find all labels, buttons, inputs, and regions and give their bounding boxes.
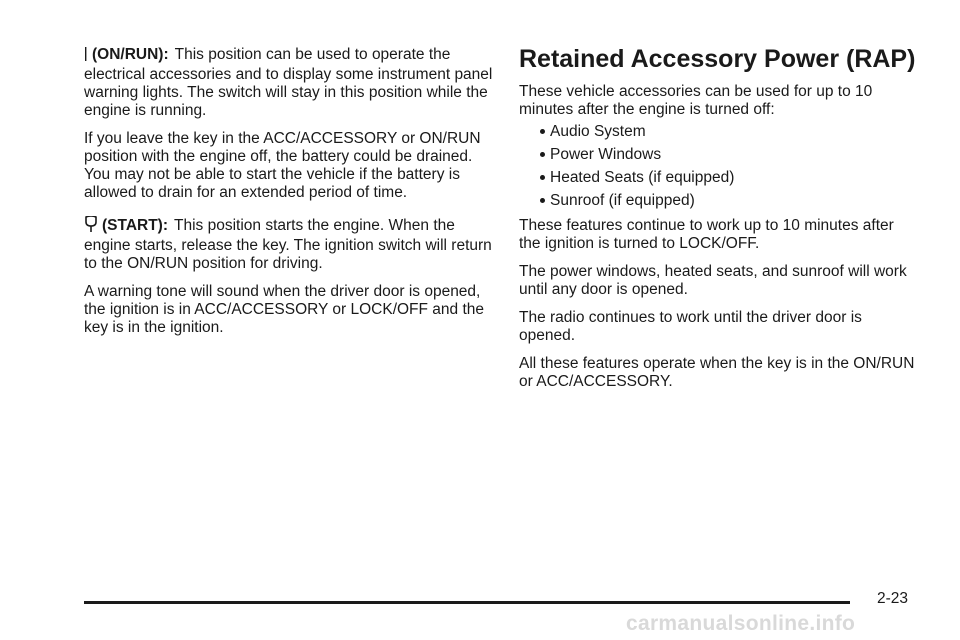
left-column [84,46,494,347]
bullet-icon [540,175,545,180]
list-item: Power Windows [519,146,919,164]
list-item: Audio System [519,123,919,141]
list-item: Sunroof (if equipped) [519,192,919,210]
leave-key-paragraph: If you leave the key in the ACC/ACCESSORY or ON/RUN position with the engine off, the battery could be drained. You may not be able to start the vehicle if the battery is allowed to drain for an extended period of time. [84,130,481,201]
ignition-on-icon [84,47,88,66]
on-run-paragraph [84,46,494,120]
rap-para-2: The power windows, heated seats, and sunroof will work until any door is opened. [519,263,907,298]
rap-para-1: These features continue to work up to 10 minutes after the ignition is turned to LOCK/OFF. [519,217,894,252]
on-run-text: This position can be used to operate the electrical accessories and to display some instrument panel warning lights. The switch will stay in this position while the engine is running. [84,46,493,119]
bullet-icon [540,198,545,203]
on-run-label: (ON/RUN): [92,46,169,63]
list-item: Heated Seats (if equipped) [519,169,919,187]
footer-rule [84,601,850,604]
ignition-start-icon [84,216,98,237]
start-label: (START): [102,217,168,234]
accessory-list [519,123,919,210]
page-number: 2-23 [877,590,909,607]
rap-para-3: The radio continues to work until the driver door is opened. [519,309,862,344]
start-paragraph [84,216,494,273]
start-text: This position starts the engine. When the engine starts, release the key. The ignition switch will return to the ON/RUN position for driving. [84,217,492,272]
rap-para-4: All these features operate when the key is in the ON/RUN or ACC/ACCESSORY. [519,355,915,390]
right-column [519,44,919,401]
warning-tone-paragraph: A warning tone will sound when the driver door is opened, the ignition is in ACC/ACCESSORY or LOCK/OFF and the key is in the ignition. [84,283,485,336]
bullet-icon [540,129,545,134]
section-heading: Retained Accessory Power (RAP) [519,45,916,73]
watermark: carmanualsonline.info [626,612,856,635]
bullet-icon [540,152,545,157]
rap-intro: These vehicle accessories can be used for up to 10 minutes after the engine is turned off: [519,83,873,118]
